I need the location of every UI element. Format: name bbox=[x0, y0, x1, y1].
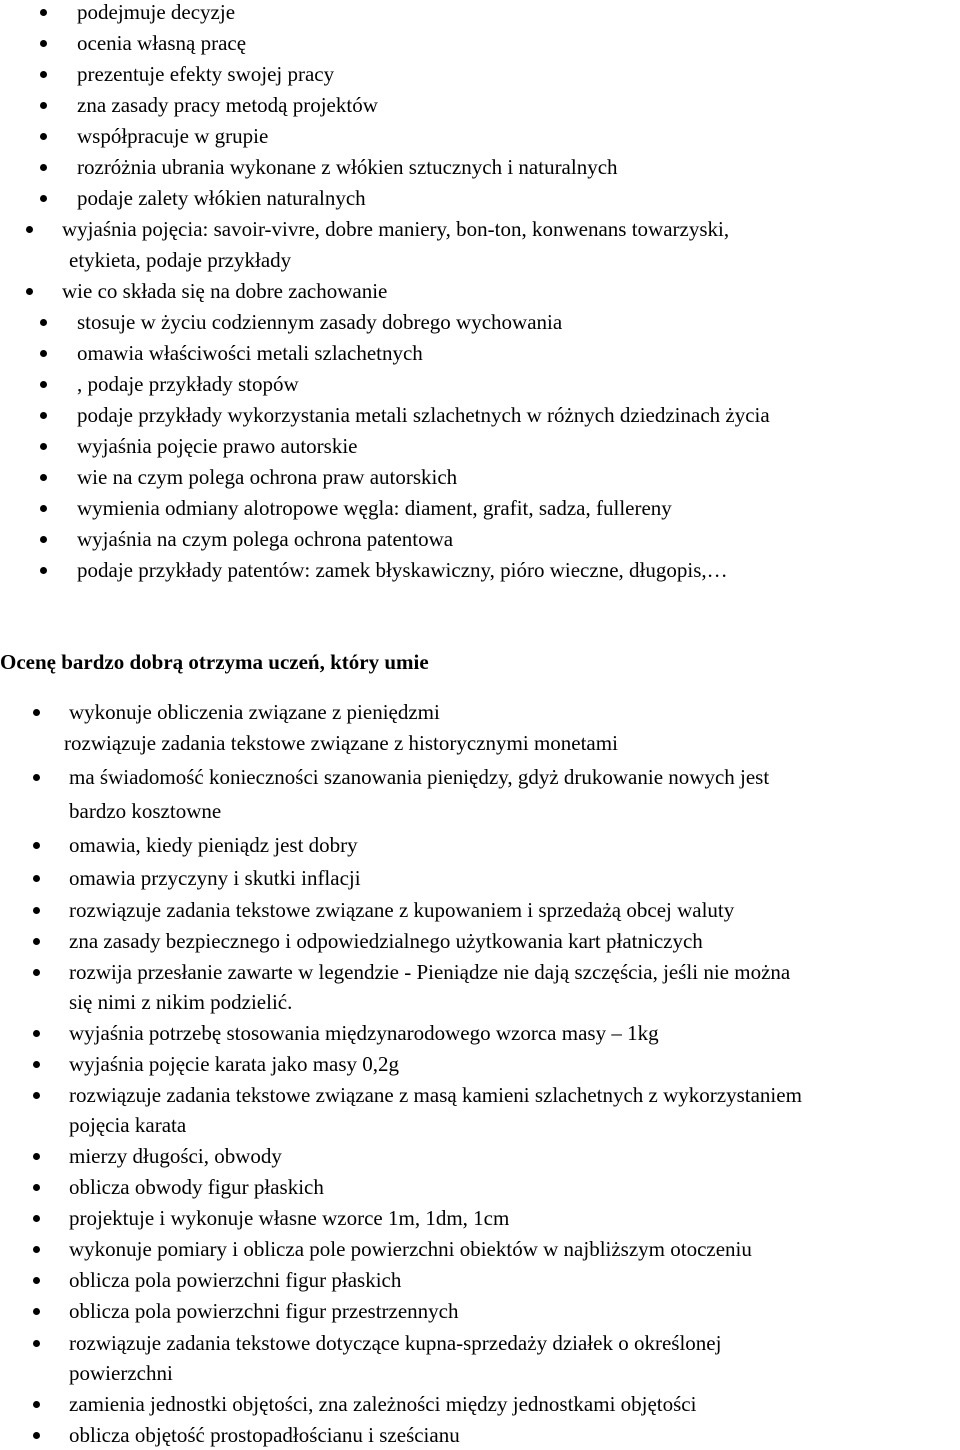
list-item-text: oblicza pola powierzchni figur przestrzennych bbox=[69, 1299, 459, 1323]
bullet-icon bbox=[33, 875, 40, 882]
bullet-icon bbox=[33, 1401, 40, 1408]
bullet-icon bbox=[33, 842, 40, 849]
bullet-icon bbox=[40, 71, 47, 78]
bullet-icon bbox=[33, 774, 40, 781]
bullet-icon bbox=[40, 102, 47, 109]
list-item-text: wie na czym polega ochrona praw autorskich bbox=[77, 465, 458, 489]
list-item-text: mierzy długości, obwody bbox=[69, 1144, 282, 1168]
list-item-text: oblicza pola powierzchni figur płaskich bbox=[69, 1268, 402, 1292]
list-item-text: rozwiązuje zadania tekstowe związane z masą kamieni szlachetnych z wykorzystaniem bbox=[69, 1083, 802, 1107]
bullet-icon bbox=[40, 443, 47, 450]
list-item-text: wykonuje pomiary i oblicza pole powierzchni obiektów w najbliższym otoczeniu bbox=[69, 1237, 752, 1261]
bullet-icon bbox=[33, 1061, 40, 1068]
list-item-text: ma świadomość konieczności szanowania pieniędzy, gdyż drukowanie nowych jest bbox=[69, 765, 770, 789]
list-item-text: współpracuje w grupie bbox=[77, 124, 269, 148]
list-item-text: wyjaśnia na czym polega ochrona patentowa bbox=[77, 527, 454, 551]
list-item-text: wyjaśnia pojęcie prawo autorskie bbox=[77, 434, 358, 458]
list-item-text: się nimi z nikim podzielić. bbox=[69, 990, 293, 1014]
bullet-icon bbox=[40, 567, 47, 574]
list-item-text: prezentuje efekty swojej pracy bbox=[77, 62, 335, 86]
list-item-text: zna zasady pracy metodą projektów bbox=[77, 93, 378, 117]
bullet-icon bbox=[40, 505, 47, 512]
list-item-text: wymienia odmiany alotropowe węgla: diament, grafit, sadza, fullereny bbox=[77, 496, 672, 520]
bullet-icon bbox=[33, 969, 40, 976]
bullet-icon bbox=[33, 907, 40, 914]
list-item-text: wie co składa się na dobre zachowanie bbox=[62, 279, 388, 303]
bullet-icon bbox=[40, 350, 47, 357]
bullet-icon bbox=[40, 40, 47, 47]
bullet-icon bbox=[33, 1308, 40, 1315]
bullet-icon bbox=[33, 1340, 40, 1347]
bullet-icon bbox=[40, 164, 47, 171]
bullet-icon bbox=[33, 1030, 40, 1037]
list-item-text: wyjaśnia pojęcie karata jako masy 0,2g bbox=[69, 1052, 400, 1076]
bullet-icon bbox=[26, 226, 33, 233]
list-item-text: wykonuje obliczenia związane z pieniędzmi bbox=[69, 700, 440, 724]
list-item-text: zna zasady bezpiecznego i odpowiedzialnego użytkowania kart płatniczych bbox=[69, 929, 703, 953]
grade-heading-very-good: Ocenę bardzo dobrą otrzyma uczeń, który umie bbox=[0, 650, 429, 674]
bullet-icon bbox=[40, 381, 47, 388]
bullet-icon bbox=[40, 474, 47, 481]
bullet-icon bbox=[33, 709, 40, 716]
list-item-text: oblicza obwody figur płaskich bbox=[69, 1175, 324, 1199]
bullet-icon bbox=[26, 288, 33, 295]
bullet-icon bbox=[33, 1432, 40, 1439]
list-item-text: omawia właściwości metali szlachetnych bbox=[77, 341, 423, 365]
bullet-icon bbox=[40, 195, 47, 202]
bullet-icon bbox=[40, 9, 47, 16]
bullet-icon bbox=[33, 938, 40, 945]
list-item-text: bardzo kosztowne bbox=[69, 799, 222, 823]
list-item-text: zamienia jednostki objętości, zna zależności między jednostkami objętości bbox=[69, 1392, 697, 1416]
list-item-text: , podaje przykłady stopów bbox=[77, 372, 299, 396]
list-item-text: rozwiązuje zadania tekstowe dotyczące kupna-sprzedaży działek o określonej bbox=[69, 1331, 722, 1355]
list-item-text: stosuje w życiu codziennym zasady dobrego wychowania bbox=[77, 310, 563, 334]
list-item-text: ocenia własną pracę bbox=[77, 31, 247, 55]
list-item-text: etykieta, podaje przykłady bbox=[69, 248, 292, 272]
list-item-text: rozwija przesłanie zawarte w legendzie - Pieniądze nie dają szczęścia, jeśli nie można bbox=[69, 960, 791, 984]
list-item-text: rozwiązuje zadania tekstowe związane z kupowaniem i sprzedażą obcej waluty bbox=[69, 898, 735, 922]
bullet-icon bbox=[33, 1092, 40, 1099]
list-item-text: podaje zalety włókien naturalnych bbox=[77, 186, 366, 210]
bullet-icon bbox=[33, 1215, 40, 1222]
list-item-text: projektuje i wykonuje własne wzorce 1m, 1dm, 1cm bbox=[69, 1206, 510, 1230]
list-item-text: podejmuje decyzje bbox=[77, 0, 236, 24]
list-item-text: podaje przykłady wykorzystania metali szlachetnych w różnych dziedzinach życia bbox=[77, 403, 770, 427]
bullet-icon bbox=[40, 319, 47, 326]
bullet-icon bbox=[33, 1184, 40, 1191]
list-item-text: oblicza objętość prostopadłościanu i sześcianu bbox=[69, 1423, 460, 1447]
list-item-text: podaje przykłady patentów: zamek błyskawiczny, pióro wieczne, długopis,… bbox=[77, 558, 728, 582]
list-item-text: powierzchni bbox=[69, 1361, 173, 1385]
bullet-icon bbox=[40, 412, 47, 419]
bullet-icon bbox=[33, 1277, 40, 1284]
bullet-icon bbox=[40, 133, 47, 140]
bullet-icon bbox=[33, 1153, 40, 1160]
list-item-text: wyjaśnia pojęcia: savoir-vivre, dobre maniery, bon-ton, konwenans towarzyski, bbox=[62, 217, 730, 241]
bullet-icon bbox=[40, 536, 47, 543]
bullet-icon bbox=[33, 1246, 40, 1253]
list-item-text: pojęcia karata bbox=[69, 1113, 187, 1137]
list-item-text: rozwiązuje zadania tekstowe związane z historycznymi monetami bbox=[64, 731, 618, 755]
list-item-text: omawia, kiedy pieniądz jest dobry bbox=[69, 833, 358, 857]
list-item-text: omawia przyczyny i skutki inflacji bbox=[69, 866, 361, 890]
list-item-text: wyjaśnia potrzebę stosowania międzynarodowego wzorca masy – 1kg bbox=[69, 1021, 659, 1045]
list-item-text: rozróżnia ubrania wykonane z włókien sztucznych i naturalnych bbox=[77, 155, 618, 179]
